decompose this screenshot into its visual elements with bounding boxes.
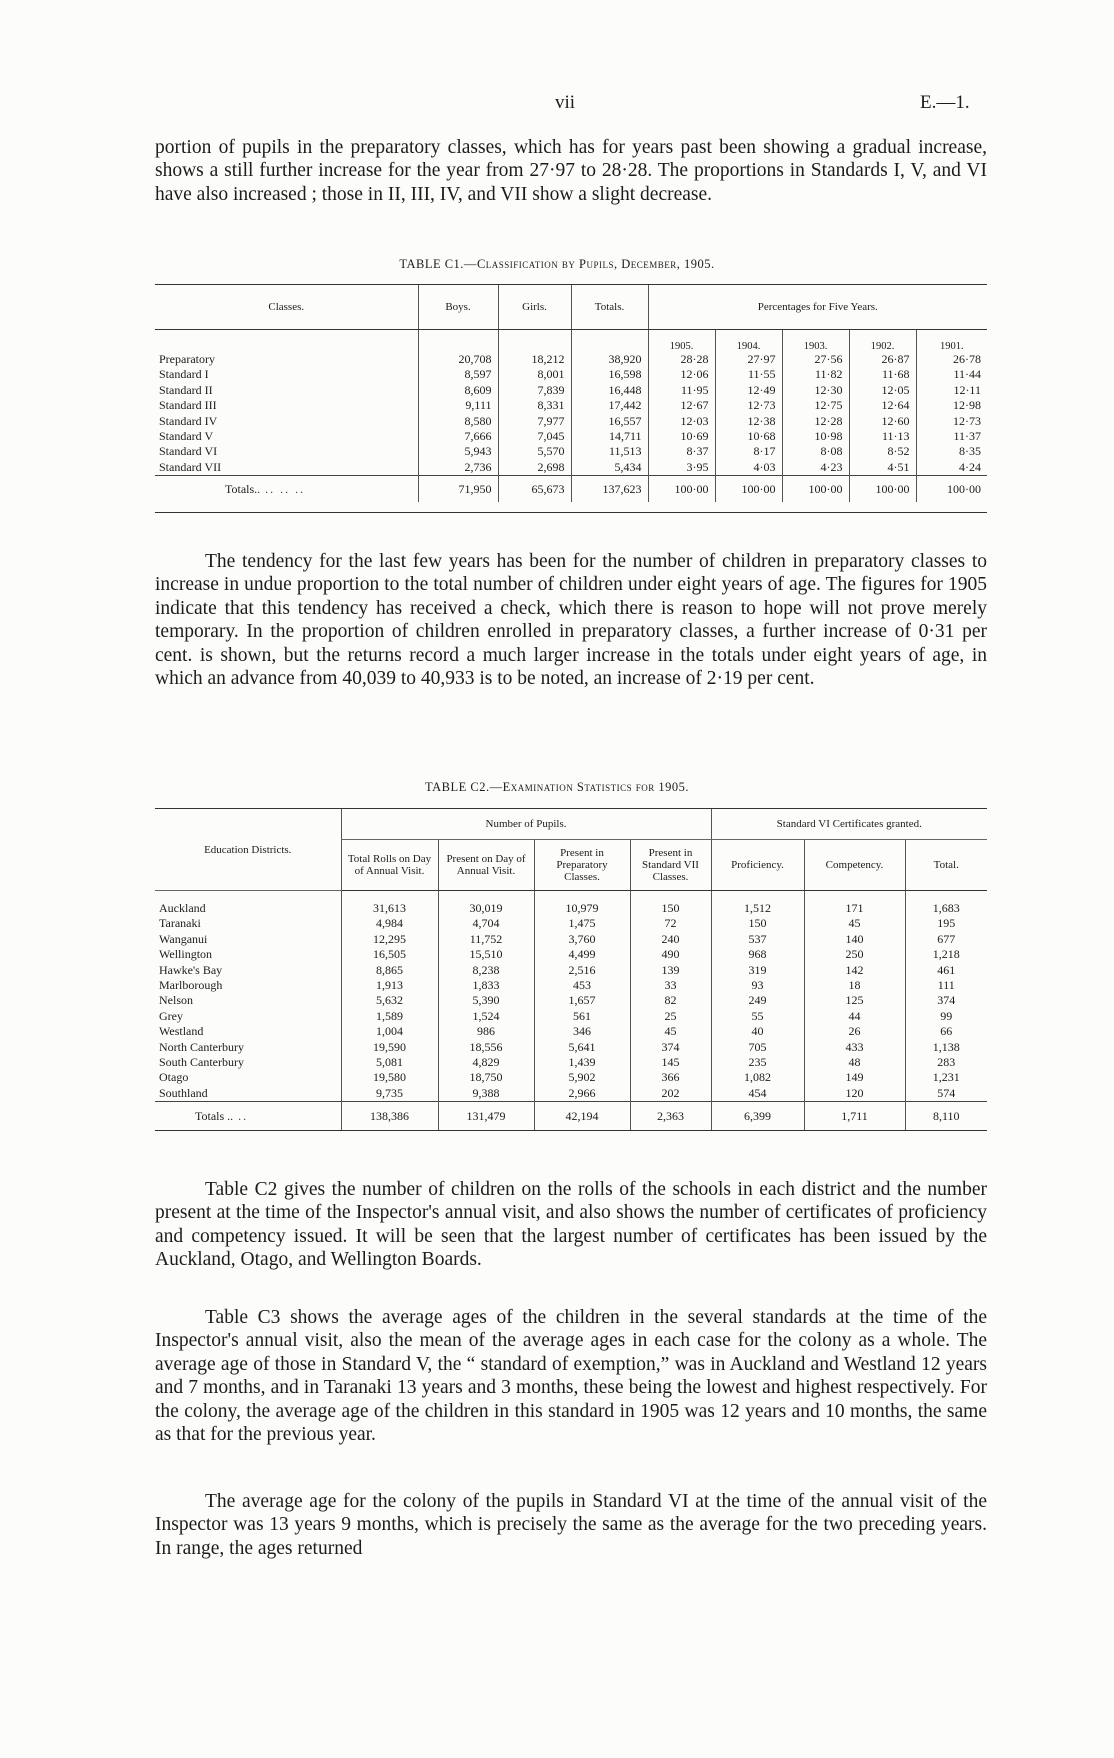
c2-row: Marlborough 1,913 1,833 453 33 93 18 111: [155, 978, 987, 993]
c2-row: Grey 1,589 1,524 561 25 55 44 99: [155, 1009, 987, 1024]
c1-row: Standard II 8,609 7,839 16,448 11·95 12·49 12·30 12·05 12·11: [155, 383, 987, 398]
c1-year: 1902.: [849, 330, 916, 353]
paragraph-2: The tendency for the last few years has been for the number of children in preparatory classes to increase in undue proportion to the total number of children under eight years of age. The figures for 1905 indicate that this tendency has received a check, which there is reason to hope will not prove merely temporary. In the proportion of children enrolled in preparatory classes, a further increase of 0·31 per cent. is shown, but the returns record a much larger increase in the totals under eight years of age, in which an advance from 40,039 to 40,933 is to be noted, an increase of 2·19 per cent.: [155, 551, 987, 690]
c1-header-percentages: Percentages for Five Years.: [648, 285, 987, 330]
c2-header-certificates: Standard VI Certificates granted.: [711, 809, 987, 840]
c2-header-competency: Competency.: [804, 840, 905, 891]
c1-header-classes: Classes.: [155, 285, 418, 330]
c2-row: Taranaki 4,984 4,704 1,475 72 150 45 195: [155, 916, 987, 931]
c1-year: 1901.: [916, 330, 987, 353]
c2-row: South Canterbury 5,081 4,829 1,439 145 235 48 283: [155, 1055, 987, 1070]
c1-row: Standard III 9,111 8,331 17,442 12·67 12·73 12·75 12·64 12·98: [155, 398, 987, 413]
c1-header-girls: Girls.: [498, 285, 571, 330]
c1-year: 1905.: [648, 330, 715, 353]
c1-row: Standard VII 2,736 2,698 5,434 3·95 4·03 4·23 4·51 4·24: [155, 460, 987, 476]
c2-header-number-of-pupils: Number of Pupils.: [341, 809, 711, 840]
c1-year: 1904.: [715, 330, 782, 353]
c2-totals-row: Totals .. .. 138,386 131,479 42,194 2,363 6,399 1,711 8,110: [155, 1102, 987, 1131]
c1-header-boys: Boys.: [418, 285, 498, 330]
table-c1: [155, 284, 987, 513]
paragraph-3: Table C2 gives the number of children on the rolls of the schools in each district and the number present at the time of the Inspector's annual visit, and also shows the number of certificates of proficiency and competency issued. It will be seen that the largest number of certificates has been issued by the Auckland, Otago, and Wellington Boards.: [155, 1179, 987, 1271]
page-number: vii: [555, 92, 576, 113]
c2-row: Westland 1,004 986 346 45 40 26 66: [155, 1024, 987, 1039]
c1-row: Standard IV 8,580 7,977 16,557 12·03 12·38 12·28 12·60 12·73: [155, 414, 987, 429]
c2-row: North Canterbury 19,590 18,556 5,641 374 705 433 1,138: [155, 1040, 987, 1055]
c2-row: Wanganui 12,295 11,752 3,760 240 537 140 677: [155, 932, 987, 947]
c2-row: Otago 19,580 18,750 5,902 366 1,082 149 1,231: [155, 1070, 987, 1085]
c2-header-preparatory: Present in Preparatory Classes.: [534, 840, 630, 891]
c2-row: Wellington 16,505 15,510 4,499 490 968 250 1,218: [155, 947, 987, 962]
c1-row: Standard I 8,597 8,001 16,598 12·06 11·55 11·82 11·68 11·44: [155, 367, 987, 382]
document-code: E.—1.: [920, 92, 970, 113]
c1-header-totals: Totals.: [571, 285, 648, 330]
paragraph-1: portion of pupils in the preparatory classes, which has for years past been showing a gradual increase, shows a still further increase for the year from 27·97 to 28·28. The proportions in Standards I, V, and VI have also increased ; those in II, III, IV, and VII show a slight decrease.: [155, 137, 987, 205]
page-header: [0, 92, 1114, 120]
c1-row: Preparatory 20,708 18,212 38,920 28·28 27·97 27·56 26·87 26·78: [155, 352, 987, 367]
table-c2: [155, 808, 987, 1131]
paragraph-4: Table C3 shows the average ages of the children in the several standards at the time of the Inspector's annual visit, also the mean of the average ages in each case for the colony as a whole. The average age of those in Standard V, the “ standard of exemption,” was in Auckland and Westland 12 years and 7 months, and in Taranaki 13 years and 3 months, these being the lowest and highest respectively. For the colony, the average age of the children in this standard in 1905 was 12 years and 10 months, the same as that for the previous year.: [155, 1307, 987, 1446]
table-c1-title: TABLE C1.—Classification by Pupils, December, 1905.: [399, 257, 715, 271]
c2-header-total-rolls: Total Rolls on Day of Annual Visit.: [341, 840, 438, 891]
c2-row: Hawke's Bay 8,865 8,238 2,516 139 319 142 461: [155, 963, 987, 978]
c2-row: Auckland 31,613 30,019 10,979 150 1,512 171 1,683: [155, 901, 987, 916]
c1-row: Standard V 7,666 7,045 14,711 10·69 10·68 10·98 11·13 11·37: [155, 429, 987, 444]
c1-row: Standard VI 5,943 5,570 11,513 8·37 8·17 8·08 8·52 8·35: [155, 444, 987, 459]
c2-header-standard-vii: Present in Standard VII Classes.: [630, 840, 711, 891]
c2-header-present: Present on Day of Annual Visit.: [438, 840, 534, 891]
c1-year: 1903.: [782, 330, 849, 353]
c2-header-total: Total.: [905, 840, 987, 891]
paragraph-5: The average age for the colony of the pupils in Standard VI at the time of the annual visit of the Inspector was 13 years 9 months, which is precisely the same as the average for the two preceding years. In range, the ages returned: [155, 1491, 987, 1559]
table-c2-title: TABLE C2.—Examination Statistics for 1905.: [425, 780, 689, 794]
c2-row: Southland 9,735 9,388 2,966 202 454 120 574: [155, 1086, 987, 1102]
c1-totals-row: Totals.. .. .. .. 71,950 65,673 137,623 100·00 100·00 100·00 100·00 100·00: [155, 476, 987, 503]
c2-header-district: Education Districts.: [155, 809, 341, 891]
c2-header-proficiency: Proficiency.: [711, 840, 804, 891]
c2-row: Nelson 5,632 5,390 1,657 82 249 125 374: [155, 993, 987, 1008]
